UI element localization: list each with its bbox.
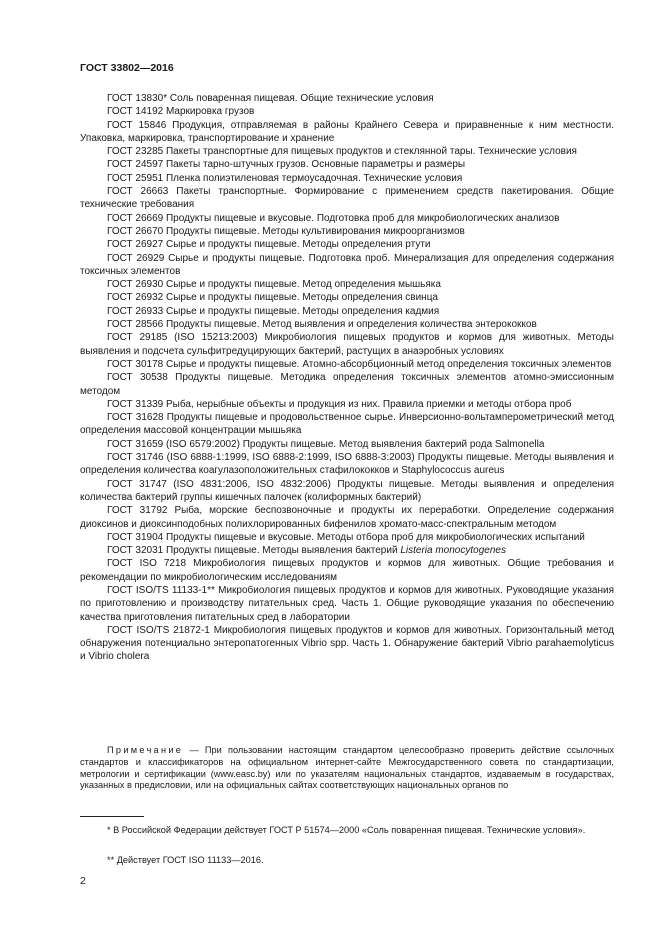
reference-item: ГОСТ 29185 (ISO 15213:2003) Микробиология пищевых продуктов и кормов для животных. Методы выявления и подсчета сульфитредуцирующих бактерий, растущих в анаэробных условиях bbox=[80, 332, 614, 357]
reference-item: ГОСТ 26927 Сырье и продукты пищевые. Методы определения ртути bbox=[107, 239, 431, 251]
reference-item: ГОСТ 25951 Пленка полиэтиленовая термоусадочная. Технические условия bbox=[107, 172, 463, 184]
reference-item-listeria bbox=[80, 544, 614, 557]
note-text: — При пользовании настоящим стандартом целесообразно проверить действие ссылочных стандартов и классификаторов на официальном интернет-сайте Межгосударственного совета по стандартизации, метрологии и сертификации (www.easc.by) или по указателям национальных стандартов, издаваемым в государствах, указанных в предисловии, или на официальных сайтах соответствующих национальных органов по bbox=[80, 745, 614, 791]
reference-item: ГОСТ 31339 Рыба, нерыбные объекты и продукция из них. Правила приемки и методы отбора проб bbox=[107, 398, 572, 410]
italic-species-name: Listeria monocytogenes bbox=[400, 545, 506, 557]
reference-item: ГОСТ 14192 Маркировка грузов bbox=[107, 106, 255, 118]
reference-item: ГОСТ 30538 Продукты пищевые. Методика определения токсичных элементов атомно-эмиссионным методом bbox=[80, 372, 614, 397]
footnote-1: * В Российской Федерации действует ГОСТ Р 51574—2000 «Соль поваренная пищевая. Технические условия». bbox=[107, 825, 586, 835]
reference-item: ГОСТ 23285 Пакеты транспортные для пищевых продуктов и стеклянной тары. Технические условия bbox=[107, 146, 577, 158]
reference-item: ГОСТ 26669 Продукты пищевые и вкусовые. Подготовка проб для микробиологических анализов bbox=[107, 212, 560, 224]
note-label: Примечание bbox=[107, 745, 184, 755]
reference-item: ГОСТ 31628 Продукты пищевые и продовольственное сырье. Инверсионно-вольтамперометрический метод определения массовой концентрации мышьяка bbox=[80, 412, 614, 437]
reference-item: ГОСТ ISO 7218 Микробиология пищевых продуктов и кормов для животных. Общие требования и рекомендации по микробиологическим исследованиям bbox=[80, 558, 614, 583]
reference-item: ГОСТ 26932 Сырье и продукты пищевые. Методы определения свинца bbox=[107, 292, 438, 304]
reference-item: ГОСТ 31746 (ISO 6888-1:1999, ISO 6888-2:1999, ISO 6888-3:2003) Продукты пищевые. Методы выявления и определения количества коагулазоположительных стафилококков и Staphylococcus aureus bbox=[80, 452, 614, 477]
reference-item: ГОСТ 26933 Сырье и продукты пищевые. Методы определения кадмия bbox=[107, 305, 440, 317]
footnote-2: ** Действует ГОСТ ISO 11133—2016. bbox=[107, 855, 264, 865]
note-paragraph bbox=[80, 745, 614, 792]
reference-item: ГОСТ 26663 Пакеты транспортные. Формирование с применением средств пакетирования. Общие технические требования bbox=[80, 186, 614, 211]
standard-header: ГОСТ 33802—2016 bbox=[80, 62, 174, 74]
reference-item: ГОСТ 15846 Продукция, отправляемая в районы Крайнего Севера и приравненные к ним местности. Упаковка, маркировка, транспортирование и хранение bbox=[80, 119, 614, 144]
reference-item: ГОСТ 31747 (ISO 4831:2006, ISO 4832:2006) Продукты пищевые. Методы выявления и определения количества бактерий группы кишечных палочек (колиформных бактерий) bbox=[80, 478, 614, 503]
reference-item: ГОСТ 30178 Сырье и продукты пищевые. Атомно-абсорбционный метод определения токсичных элементов bbox=[107, 358, 612, 370]
reference-item: ГОСТ 28566 Продукты пищевые. Метод выявления и определения количества энтерококков bbox=[107, 319, 537, 331]
reference-item: ГОСТ 26930 Сырье и продукты пищевые. Метод определения мышьяка bbox=[107, 279, 441, 291]
reference-item: ГОСТ 31792 Рыба, морские беспозвоночные и продукты их переработки. Определение содержания диоксинов и диоксинподобных полихлорированных бифенилов хромато-масс-спектральным методом bbox=[80, 505, 614, 530]
reference-item: ГОСТ 13830* Соль поваренная пищевая. Общие технические условия bbox=[107, 93, 434, 104]
page-number: 2 bbox=[80, 875, 86, 887]
reference-item: ГОСТ 24597 Пакеты тарно-штучных грузов. Основные параметры и размеры bbox=[107, 159, 466, 171]
footnote-divider bbox=[80, 816, 144, 817]
reference-item: ГОСТ 31659 (ISO 6579:2002) Продукты пищевые. Метод выявления бактерий рода Salmonella bbox=[107, 438, 545, 450]
reference-item: ГОСТ 26670 Продукты пищевые. Методы культивирования микроорганизмов bbox=[107, 225, 465, 237]
normative-references-list bbox=[80, 92, 614, 664]
reference-item: ГОСТ 26929 Сырье и продукты пищевые. Подготовка проб. Минерализация для определения содержания токсичных элементов bbox=[80, 252, 614, 277]
reference-text: ГОСТ 32031 Продукты пищевые. Методы выявления бактерий bbox=[107, 545, 398, 557]
reference-item: ГОСТ 31904 Продукты пищевые и вкусовые. Методы отбора проб для микробиологических испытаний bbox=[107, 531, 585, 543]
reference-item: ГОСТ ISO/TS 21872-1 Микробиология пищевых продуктов и кормов для животных. Горизонтальный метод обнаружения потенциально энтеропатогенных Vibrio spp. Часть 1. Обнаружение бактерий Vibrio parahaemolyticus и Vibrio cholera bbox=[80, 624, 614, 663]
reference-item: ГОСТ ISO/TS 11133-1** Микробиология пищевых продуктов и кормов для животных. Руководящие указания по приготовлению и производству питательных сред. Часть 1. Общие руководящие указания по обеспечению качества приготовления питательных сред в лаборатории bbox=[80, 584, 614, 623]
